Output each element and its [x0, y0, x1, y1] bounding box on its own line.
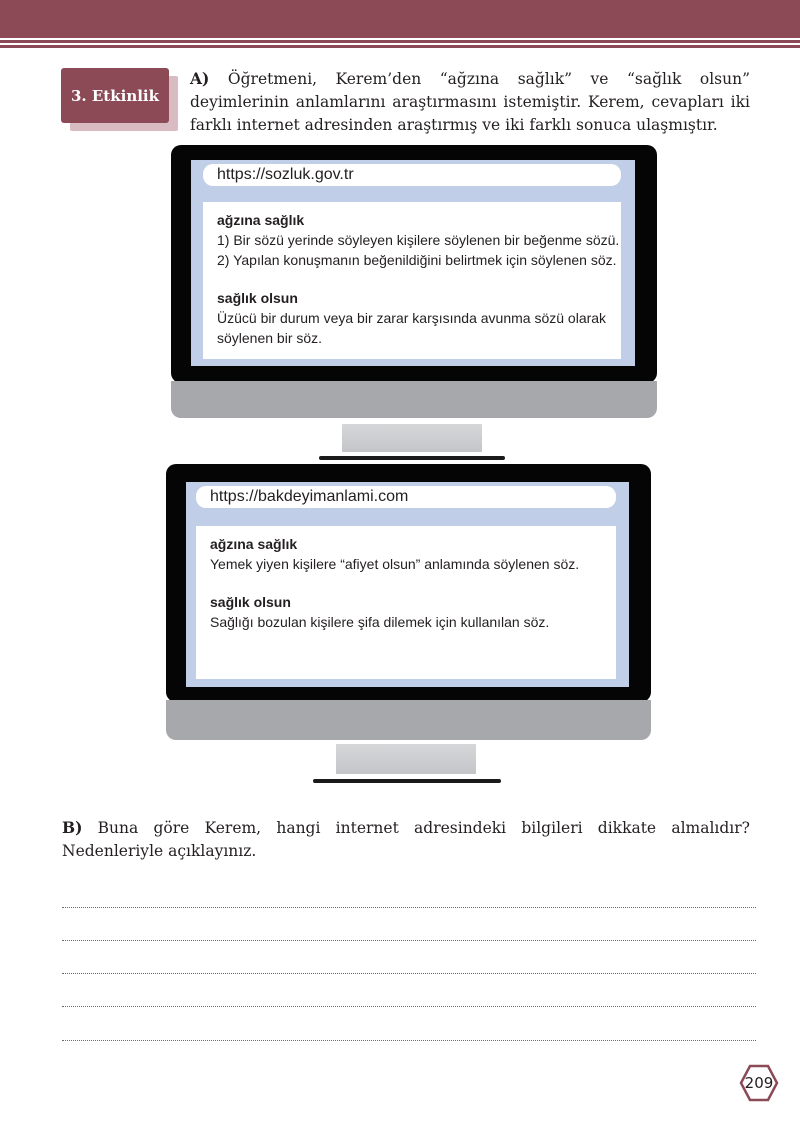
part-a-label: A) [190, 69, 210, 88]
definition-text: Yemek yiyen kişilere “afiyet olsun” anlamında söylenen söz. [210, 556, 580, 572]
monitor-chin [171, 381, 657, 418]
definition-text: Sağlığı bozulan kişilere şifa dilemek için kullanılan söz. [210, 614, 550, 630]
page-number [739, 1063, 779, 1103]
monitor-chin [166, 700, 651, 740]
definition-panel [203, 202, 621, 359]
part-b-paragraph [62, 816, 750, 863]
header-band [0, 0, 800, 38]
activity-badge: 3. Etkinlik [61, 68, 169, 123]
url-bar[interactable]: https://bakdeyimanlami.com [196, 486, 616, 508]
header-rule [0, 45, 800, 48]
header-rule [0, 40, 800, 43]
term-heading: sağlık olsun [210, 594, 291, 610]
monitor-stand-base [319, 456, 505, 460]
term-heading: sağlık olsun [217, 290, 298, 306]
part-b-text: Buna göre Kerem, hangi internet adresindeki bilgileri dikkate almalıdır? Nedenleriyle açıklayınız. [62, 819, 750, 860]
monitor-stand [342, 424, 482, 452]
definition-text: 1) Bir sözü yerinde söyleyen kişilere söylenen bir beğenme sözü. [217, 232, 620, 248]
url-bar[interactable]: https://sozluk.gov.tr [203, 164, 621, 186]
answer-line[interactable] [62, 907, 756, 908]
definition-text: Üzücü bir durum veya bir zarar karşısında avunma sözü olarak söylenen bir söz. [217, 310, 607, 346]
part-a-text: Öğretmeni, Kerem’den “ağzına sağlık” ve “sağlık olsun” deyimlerinin anlamlarını araştırmasını istemiştir. Kerem, cevapları iki farklı internet adresinden araştırmış ve iki farklı sonuca ulaşmıştır. [190, 70, 750, 134]
definition-panel [196, 526, 616, 679]
term-heading: ağzına sağlık [210, 536, 298, 552]
term-heading: ağzına sağlık [217, 212, 305, 228]
definition-text: 2) Yapılan konuşmanın beğenildiğini belirtmek için söylenen söz. [217, 252, 617, 268]
answer-line[interactable] [62, 940, 756, 941]
monitor-stand-base [313, 779, 501, 783]
monitor-stand [336, 744, 476, 774]
answer-line[interactable] [62, 973, 756, 974]
answer-line[interactable] [62, 1040, 756, 1041]
page-number-text: 209 [744, 1074, 774, 1092]
answer-line[interactable] [62, 1006, 756, 1007]
part-a-paragraph [190, 67, 750, 137]
part-b-label: B) [62, 818, 83, 837]
